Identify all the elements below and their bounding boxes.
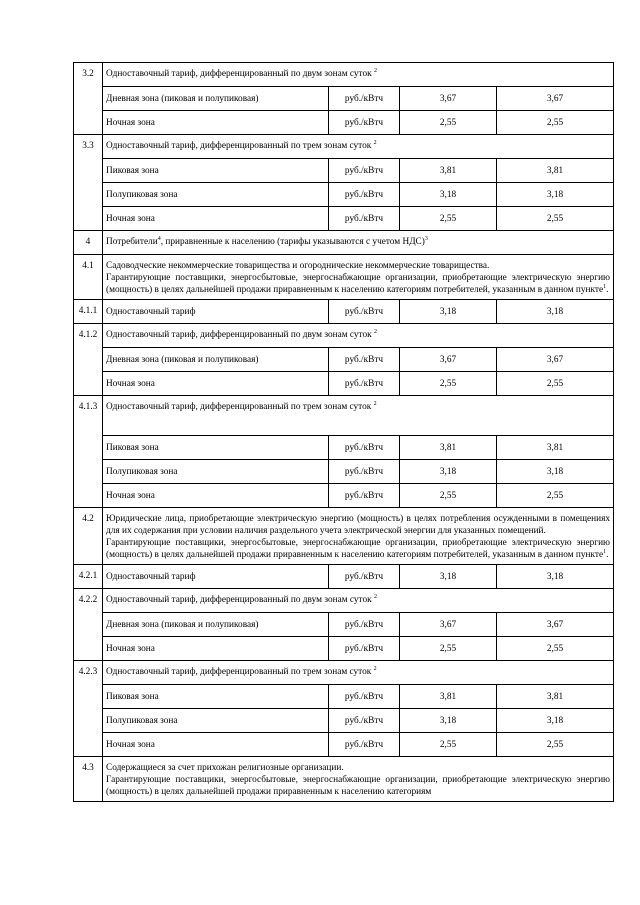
table-row	[74, 231, 614, 255]
footnote-mark: 2	[374, 593, 377, 600]
value-cell-1: 2,55	[400, 484, 497, 508]
value-cell-2: 2,55	[497, 372, 614, 396]
value-cell-2: 3,67	[497, 348, 614, 372]
zone-label: Дневная зона (пиковая и полупиковая)	[103, 87, 329, 111]
unit-cell: руб./кВтч	[329, 207, 400, 231]
footnote-mark: 2	[374, 328, 377, 335]
section-title	[103, 63, 614, 87]
unit-cell: руб./кВтч	[329, 183, 400, 207]
row-number: 4.1.3	[74, 396, 103, 508]
unit-cell: руб./кВтч	[329, 300, 400, 324]
table-row	[74, 255, 614, 300]
value-cell-2: 3,18	[497, 709, 614, 733]
value-cell-1: 3,81	[400, 685, 497, 709]
value-cell-1: 3,81	[400, 436, 497, 460]
zone-label: Полупиковая зона	[103, 183, 329, 207]
value-cell-2: 3,67	[497, 87, 614, 111]
unit-cell: руб./кВтч	[329, 460, 400, 484]
row-number: 4.1.1	[74, 300, 103, 324]
zone-label: Пиковая зона	[103, 436, 329, 460]
row-number: 4	[74, 231, 103, 255]
section-title	[103, 589, 614, 613]
zone-label: Полупиковая зона	[103, 709, 329, 733]
table-row	[74, 111, 614, 135]
value-cell-2: 3,81	[497, 436, 614, 460]
unit-cell: руб./кВтч	[329, 111, 400, 135]
table-row	[74, 709, 614, 733]
value-cell-1: 3,67	[400, 87, 497, 111]
category-title	[103, 231, 614, 255]
footnote-mark: 2	[373, 139, 377, 146]
row-number: 3.2	[74, 63, 103, 135]
section-title	[103, 396, 614, 436]
zone-label: Ночная зона	[103, 484, 329, 508]
table-row	[74, 207, 614, 231]
zone-label: Ночная зона	[103, 207, 329, 231]
section-title	[103, 135, 614, 159]
value-cell-1: 3,67	[400, 613, 497, 637]
unit-cell: руб./кВтч	[329, 613, 400, 637]
row-number: 3.3	[74, 135, 103, 231]
unit-cell: руб./кВтч	[329, 372, 400, 396]
section-title-text: Одноставочный тариф, дифференцированный по двум зонам суток	[106, 595, 372, 605]
table-row	[74, 183, 614, 207]
category-description	[103, 508, 614, 565]
table-row	[74, 324, 614, 348]
footnote-mark: 1	[603, 548, 607, 555]
description-paragraph-wrap: Гарантирующие поставщики, энергосбытовые, энергоснабжающие организации, приобретающие электрическую энергию (мощность) в целях дальнейшей продажи приравненным к населению категориям потребителей, указанным в данном пункте$^1$.	[106, 273, 610, 295]
value-cell-2: 3,81	[497, 159, 614, 183]
unit-cell: руб./кВтч	[329, 637, 400, 661]
table-row	[74, 159, 614, 183]
value-cell-1: 2,55	[400, 372, 497, 396]
value-cell-1: 2,55	[400, 637, 497, 661]
footnote-mark: 1	[603, 283, 607, 290]
value-cell-2: 3,81	[497, 685, 614, 709]
description-paragraph: Юридические лица, приобретающие электрическую энергию (мощность) в целях потребления осужденными в помещениях для их содержания при условии наличия раздельного учета электрической энергии для указанных помещений.	[106, 514, 610, 536]
value-cell-1: 3,67	[400, 348, 497, 372]
zone-label: Пиковая зона	[103, 685, 329, 709]
table-row	[74, 348, 614, 372]
table-row	[74, 87, 614, 111]
table-row	[74, 757, 614, 802]
zone-label: Дневная зона (пиковая и полупиковая)	[103, 348, 329, 372]
value-cell-1: 2,55	[400, 111, 497, 135]
unit-cell: руб./кВтч	[329, 733, 400, 757]
section-title-text: Одноставочный тариф, дифференцированный по трем зонам суток	[106, 402, 372, 412]
value-cell-1: 3,18	[400, 709, 497, 733]
value-cell-2: 2,55	[497, 637, 614, 661]
value-cell-1: 2,55	[400, 733, 497, 757]
footnote-mark: 2	[374, 67, 377, 74]
table-row	[74, 508, 614, 565]
row-number: 4.1	[74, 255, 103, 300]
value-cell-2: 3,67	[497, 613, 614, 637]
row-number: 4.2.1	[74, 565, 103, 589]
table-row	[74, 135, 614, 159]
unit-cell: руб./кВтч	[329, 159, 400, 183]
value-cell-2: 3,18	[497, 460, 614, 484]
section-title	[103, 661, 614, 685]
zone-label: Пиковая зона	[103, 159, 329, 183]
zone-label: Полупиковая зона	[103, 460, 329, 484]
value-cell-2: 2,55	[497, 733, 614, 757]
tariff-table	[73, 62, 614, 802]
unit-cell: руб./кВтч	[329, 685, 400, 709]
value-cell-2: 2,55	[497, 111, 614, 135]
value-cell-1: 3,18	[400, 183, 497, 207]
unit-cell: руб./кВтч	[329, 565, 400, 589]
zone-label: Ночная зона	[103, 111, 329, 135]
section-title-text: Одноставочный тариф, дифференцированный по трем зонам суток	[106, 141, 372, 151]
section-title-text: Одноставочный тариф, дифференцированный по трем зонам суток	[106, 667, 372, 677]
zone-label: Ночная зона	[103, 637, 329, 661]
table-row	[74, 613, 614, 637]
value-cell-2: 3,18	[497, 300, 614, 324]
table-row	[74, 661, 614, 685]
value-cell-2: 2,55	[497, 207, 614, 231]
description-paragraph: Садоводческие некоммерческие товарищества и огороднические некоммерческие товарищества.	[106, 261, 490, 271]
zone-label: Ночная зона	[103, 372, 329, 396]
description-paragraph: Гарантирующие поставщики, энергосбытовые, энергоснабжающие организации, приобретающие электрическую энергию (мощность) в целях дальнейшей продажи приравненным к населению категориям потребителей, указанным в данном пункте	[106, 538, 610, 560]
row-number: 4.1.2	[74, 324, 103, 396]
zone-label: Дневная зона (пиковая и полупиковая)	[103, 613, 329, 637]
table-row	[74, 63, 614, 87]
value-cell-2: 3,18	[497, 183, 614, 207]
tariff-label: Одноставочный тариф	[103, 565, 329, 589]
table-row	[74, 396, 614, 436]
table-row	[74, 733, 614, 757]
footnote-mark: 2	[373, 400, 377, 407]
row-number: 4.2.3	[74, 661, 103, 757]
section-title-text: Одноставочный тариф, дифференцированный по двум зонам суток	[106, 330, 372, 340]
table-row	[74, 436, 614, 460]
footnote-mark: 3	[424, 235, 428, 242]
table-row	[74, 300, 614, 324]
table-row	[74, 372, 614, 396]
description-paragraph: Содержащиеся за счет прихожан религиозные организации.	[106, 763, 344, 773]
row-number: 4.2	[74, 508, 103, 565]
category-description	[103, 255, 614, 300]
footnote-mark: 4	[157, 235, 161, 242]
row-number: 4.2.2	[74, 589, 103, 661]
unit-cell: руб./кВтч	[329, 436, 400, 460]
table-row	[74, 460, 614, 484]
table-row	[74, 484, 614, 508]
category-title-text-2: , приравненные к населению (тарифы указываются с учетом НДС)	[160, 237, 425, 247]
value-cell-1: 3,18	[400, 460, 497, 484]
category-title-text: Потребители	[106, 237, 158, 247]
unit-cell: руб./кВтч	[329, 348, 400, 372]
footnote-mark: 2	[373, 665, 377, 672]
unit-cell: руб./кВтч	[329, 87, 400, 111]
table-row	[74, 685, 614, 709]
value-cell-2: 2,55	[497, 484, 614, 508]
description-paragraph: Гарантирующие поставщики, энергосбытовые, энергоснабжающие организации, приобретающие электрическую энергию (мощность) в целях дальнейшей продажи приравненным к населению категориям потребителей, указанным в данном пункте	[106, 273, 610, 295]
description-paragraph-wrap: Гарантирующие поставщики, энергосбытовые, энергоснабжающие организации, приобретающие электрическую энергию (мощность) в целях дальнейшей продажи приравненным к населению категориям потребителей, указанным в данном пункте$^1$.	[106, 538, 610, 560]
description-paragraph: Гарантирующие поставщики, энергосбытовые, энергоснабжающие организации, приобретающие электрическую энергию (мощность) в целях дальнейшей продажи приравненным к населению категориям	[106, 775, 610, 797]
category-description	[103, 757, 614, 802]
section-title	[103, 324, 614, 348]
tariff-label: Одноставочный тариф	[103, 300, 329, 324]
value-cell-1: 3,81	[400, 159, 497, 183]
value-cell-1: 2,55	[400, 207, 497, 231]
row-number: 4.3	[74, 757, 103, 802]
table-row	[74, 565, 614, 589]
table-row	[74, 637, 614, 661]
value-cell-2: 3,18	[497, 565, 614, 589]
section-title-text: Одноставочный тариф, дифференцированный по двум зонам суток	[106, 69, 372, 79]
unit-cell: руб./кВтч	[329, 484, 400, 508]
value-cell-1: 3,18	[400, 300, 497, 324]
unit-cell: руб./кВтч	[329, 709, 400, 733]
table-row	[74, 589, 614, 613]
zone-label: Ночная зона	[103, 733, 329, 757]
value-cell-1: 3,18	[400, 565, 497, 589]
